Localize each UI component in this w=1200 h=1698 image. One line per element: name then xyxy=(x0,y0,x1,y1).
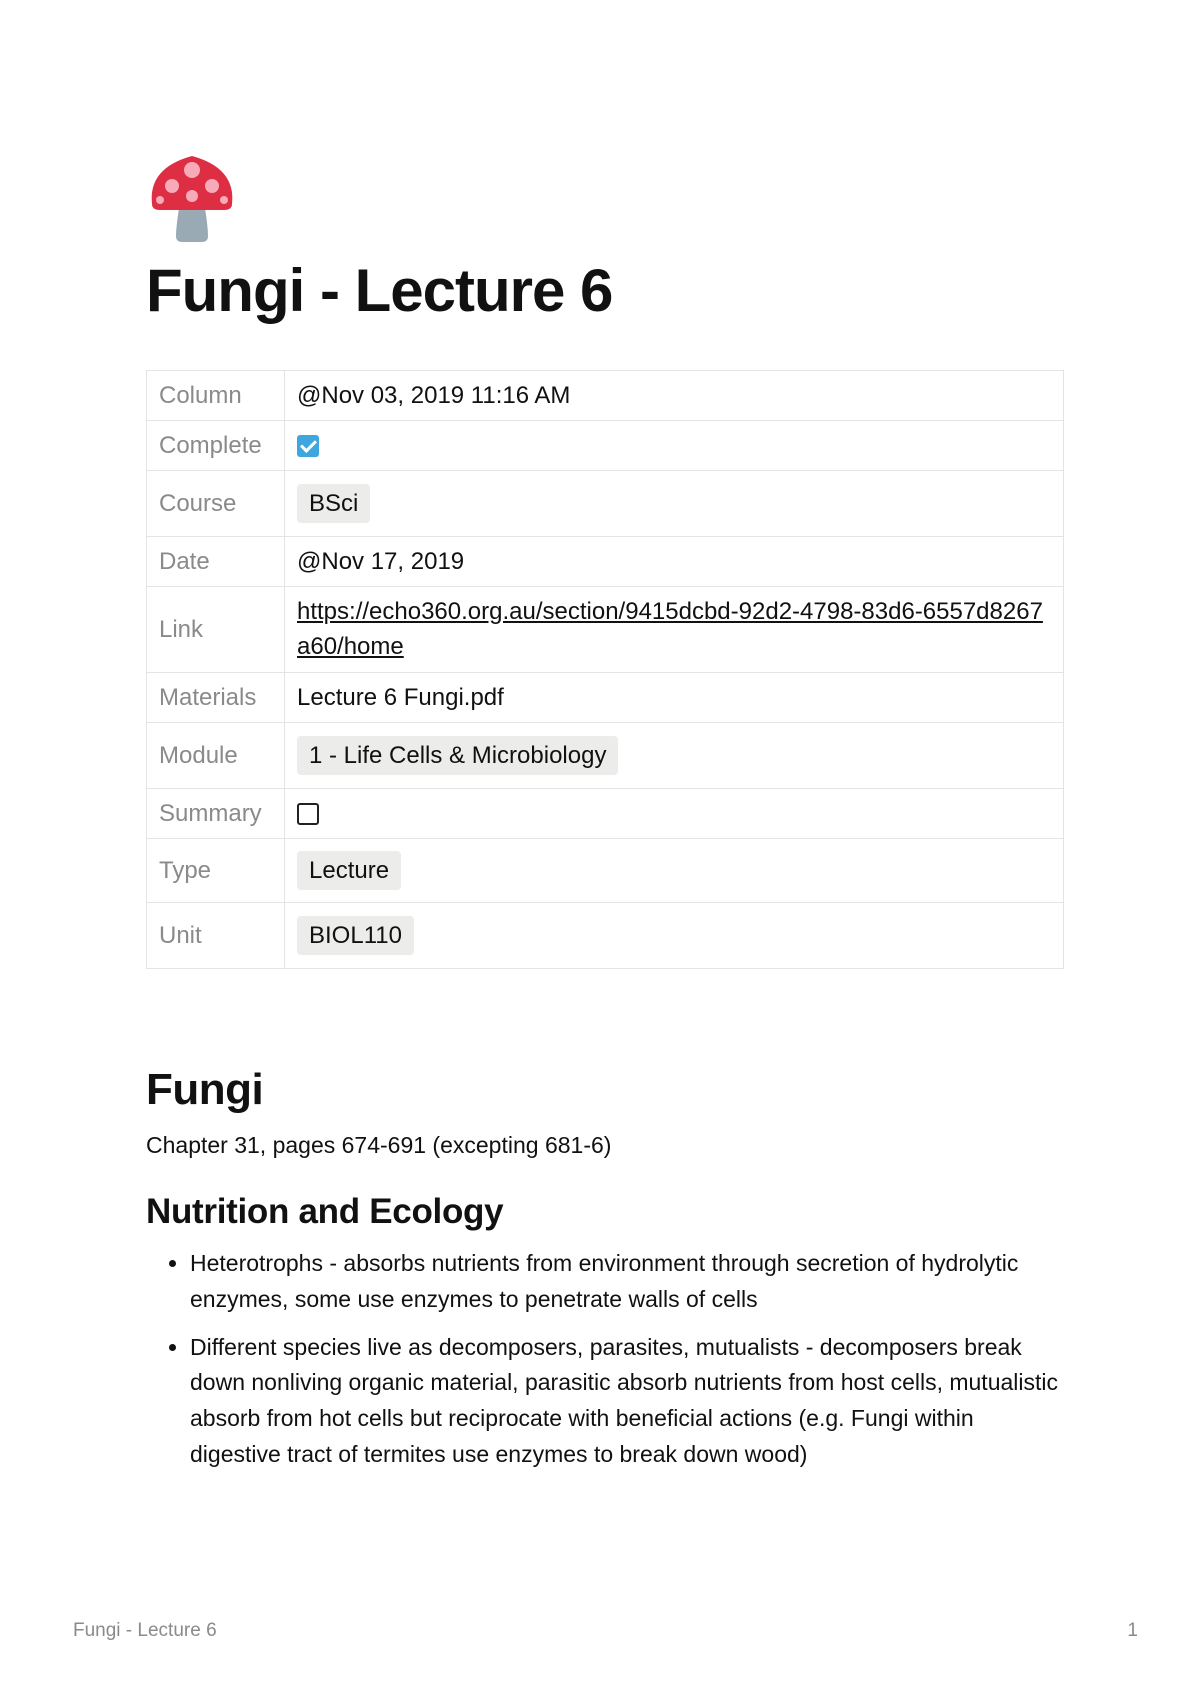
section-heading: Fungi xyxy=(146,1065,264,1114)
property-label: Summary xyxy=(147,789,285,839)
property-label: Materials xyxy=(147,673,285,723)
property-label: Module xyxy=(147,723,285,789)
property-label: Course xyxy=(147,471,285,537)
list-item: • Heterotrophs - absorbs nutrients from environment through secretion of hydrolytic enzymes, some use enzymes to penetrate walls of cells xyxy=(190,1246,1064,1317)
property-row-complete xyxy=(147,421,1064,471)
property-row-column xyxy=(147,371,1064,421)
properties-table xyxy=(146,370,1064,969)
lecture-link[interactable]: https://echo360.org.au/section/9415dcbd-92d2-4798-83d6-6557d8267a60/home xyxy=(297,597,1043,660)
property-label: Complete xyxy=(147,421,285,471)
property-value-date[interactable]: @Nov 17, 2019 xyxy=(285,537,1064,587)
course-tag[interactable]: BSci xyxy=(297,484,370,523)
mushroom-icon xyxy=(146,150,238,244)
module-tag[interactable]: 1 - Life Cells & Microbiology xyxy=(297,736,618,775)
property-row-materials xyxy=(147,673,1064,723)
property-label: Column xyxy=(147,371,285,421)
property-value-column[interactable]: @Nov 03, 2019 11:16 AM xyxy=(285,371,1064,421)
property-label: Date xyxy=(147,537,285,587)
bullet-list xyxy=(146,1246,1064,1472)
subsection-heading: Nutrition and Ecology xyxy=(146,1192,504,1232)
unit-tag[interactable]: BIOL110 xyxy=(297,916,414,955)
property-row-link xyxy=(147,587,1064,673)
property-label: Link xyxy=(147,587,285,673)
type-tag[interactable]: Lecture xyxy=(297,851,401,890)
list-item: • Different species live as decomposers, parasites, mutualists - decomposers break down nonliving organic material, parasitic absorb nutrients from host cells, mutualistic absorb from hot cells but reciprocate with beneficial actions (e.g. Fungi within digestive tract of termites use enzymes to break down wood) xyxy=(190,1330,1064,1473)
property-label: Unit xyxy=(147,903,285,969)
property-row-unit xyxy=(147,903,1064,969)
property-row-type xyxy=(147,839,1064,903)
property-label: Type xyxy=(147,839,285,903)
footer-title: Fungi - Lecture 6 xyxy=(73,1620,217,1641)
page xyxy=(146,150,1064,1484)
property-row-course xyxy=(147,471,1064,537)
property-row-module xyxy=(147,723,1064,789)
chapter-reference: Chapter 31, pages 674-691 (excepting 681-6) xyxy=(146,1132,612,1158)
page-number: 1 xyxy=(1127,1620,1138,1641)
property-row-summary xyxy=(147,789,1064,839)
page-title: Fungi - Lecture 6 xyxy=(146,257,613,324)
summary-checkbox-unchecked[interactable] xyxy=(297,803,319,825)
materials-file[interactable]: Lecture 6 Fungi.pdf xyxy=(285,673,1064,723)
property-row-date xyxy=(147,537,1064,587)
complete-checkbox-checked[interactable] xyxy=(297,435,319,457)
